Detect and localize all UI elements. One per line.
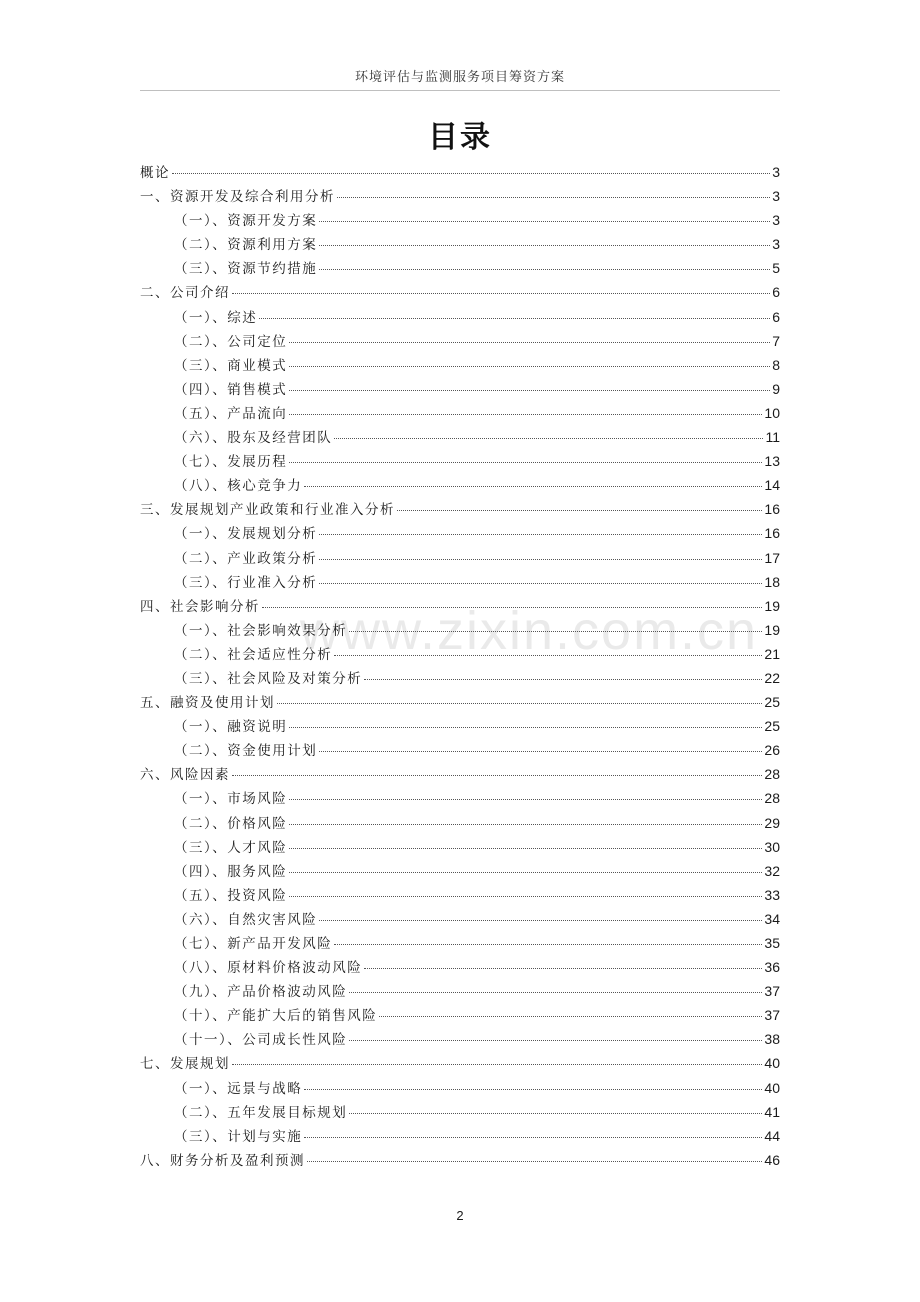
toc-entry[interactable] — [140, 786, 780, 810]
toc-dot-leader — [259, 317, 770, 319]
toc-entry-label: （一）、资源开发方案 — [174, 213, 318, 230]
toc-dot-leader — [304, 1136, 762, 1138]
toc-entry-label: （一）、融资说明 — [174, 719, 288, 736]
toc-entry-page: 14 — [764, 477, 780, 494]
toc-entry-label: （三）、社会风险及对策分析 — [174, 670, 363, 687]
toc-entry-label: （二）、五年发展目标规划 — [174, 1104, 348, 1121]
toc-entry[interactable] — [140, 1027, 780, 1051]
toc-dot-leader — [319, 268, 770, 270]
toc-entry[interactable] — [140, 329, 780, 353]
toc-entry-label: （三）、商业模式 — [174, 357, 288, 374]
toc-entry[interactable] — [140, 1051, 780, 1075]
toc-entry-page: 3 — [772, 236, 780, 253]
toc-entry-page: 32 — [764, 862, 780, 879]
toc-entry[interactable] — [140, 738, 780, 762]
toc-entry-page: 10 — [764, 404, 780, 421]
toc-dot-leader — [289, 389, 770, 391]
toc-entry-label: （六）、自然灾害风险 — [174, 911, 318, 928]
toc-entry[interactable] — [140, 160, 780, 184]
toc-entry-label: （三）、人才风险 — [174, 839, 288, 856]
toc-entry-label: （二）、价格风险 — [174, 815, 288, 832]
toc-entry-page: 40 — [764, 1055, 780, 1072]
toc-dot-leader — [319, 919, 762, 921]
toc-entry-page: 33 — [764, 886, 780, 903]
toc-entry[interactable] — [140, 425, 780, 449]
toc-entry-label: （十一）、公司成长性风险 — [174, 1032, 348, 1049]
toc-dot-leader — [334, 943, 762, 945]
toc-dot-leader — [289, 413, 762, 415]
toc-entry[interactable] — [140, 811, 780, 835]
toc-entry-label: （十）、产能扩大后的销售风险 — [174, 1008, 378, 1025]
toc-dot-leader — [379, 1015, 762, 1017]
toc-dot-leader — [232, 292, 770, 294]
toc-entry[interactable] — [140, 955, 780, 979]
toc-entry-label: （一）、社会影响效果分析 — [174, 622, 348, 639]
toc-entry[interactable] — [140, 208, 780, 232]
toc-entry-label: （二）、资金使用计划 — [174, 743, 318, 760]
toc-dot-leader — [319, 533, 762, 535]
running-header: 环境评估与监测服务项目筹资方案 — [354, 70, 565, 85]
toc-entry-label: （五）、投资风险 — [174, 887, 288, 904]
toc-dot-leader — [319, 582, 762, 584]
toc-dot-leader — [349, 1112, 762, 1114]
toc-dot-leader — [304, 1088, 762, 1090]
toc-entry-page: 7 — [772, 332, 780, 349]
toc-entry[interactable] — [140, 232, 780, 256]
toc-dot-leader — [307, 1160, 762, 1162]
toc-entry-label: （一）、市场风险 — [174, 791, 288, 808]
toc-entry[interactable] — [140, 1100, 780, 1124]
toc-entry-label: 概论 — [140, 165, 170, 181]
toc-entry-page: 9 — [772, 380, 780, 397]
toc-entry-page: 6 — [772, 308, 780, 325]
toc-entry-page: 25 — [764, 718, 780, 735]
toc-dot-leader — [232, 1063, 762, 1065]
toc-entry-label: 六、风险因素 — [140, 767, 230, 784]
toc-entry-page: 29 — [764, 814, 780, 831]
toc-entry-page: 30 — [764, 838, 780, 855]
toc-entry-label: （一）、发展规划分析 — [174, 526, 318, 543]
toc-entry-page: 6 — [772, 284, 780, 301]
toc-dot-leader — [289, 798, 762, 800]
toc-dot-leader — [364, 678, 762, 680]
toc-entry-label: （六）、股东及经营团队 — [174, 430, 333, 447]
toc-entry-page: 13 — [764, 453, 780, 470]
toc-entry[interactable] — [140, 305, 780, 329]
toc-dot-leader — [289, 847, 762, 849]
toc-entry[interactable] — [140, 473, 780, 497]
toc-entry-page: 16 — [764, 501, 780, 518]
toc-dot-leader — [319, 244, 770, 246]
toc-entry[interactable] — [140, 931, 780, 955]
toc-entry[interactable] — [140, 401, 780, 425]
toc-entry[interactable] — [140, 835, 780, 859]
toc-entry[interactable] — [140, 497, 780, 521]
toc-dot-leader — [349, 1039, 762, 1041]
toc-dot-leader — [319, 220, 770, 222]
toc-entry[interactable] — [140, 570, 780, 594]
toc-dot-leader — [319, 558, 762, 560]
toc-entry-page: 3 — [772, 164, 780, 180]
toc-entry-label: （八）、核心竞争力 — [174, 478, 303, 495]
toc-entry-page: 35 — [764, 935, 780, 951]
toc-entry[interactable] — [140, 883, 780, 907]
toc-entry-page: 11 — [765, 429, 780, 446]
toc-entry[interactable] — [140, 666, 780, 690]
toc-dot-leader — [334, 654, 762, 656]
toc-entry[interactable] — [140, 859, 780, 883]
toc-dot-leader — [172, 172, 770, 174]
toc-entry-label: （三）、资源节约措施 — [174, 261, 318, 278]
toc-entry-page: 26 — [764, 742, 780, 759]
toc-dot-leader — [289, 871, 762, 873]
toc-entry-page: 16 — [764, 525, 780, 542]
table-of-contents — [140, 160, 780, 1172]
toc-dot-leader — [349, 630, 762, 632]
watermark: www.zixin.com.cn — [300, 601, 759, 661]
page-title: 目录 — [428, 120, 492, 155]
toc-entry[interactable] — [140, 546, 780, 570]
toc-entry-page: 3 — [772, 188, 780, 205]
toc-entry-page: 28 — [764, 766, 780, 783]
toc-entry-page: 22 — [764, 669, 780, 686]
toc-entry-page: 38 — [764, 1031, 780, 1048]
toc-entry-page: 3 — [772, 212, 780, 229]
toc-entry[interactable] — [140, 280, 780, 304]
toc-entry-label: （二）、公司定位 — [174, 333, 288, 350]
toc-dot-leader — [289, 341, 770, 343]
toc-entry-label: （二）、社会适应性分析 — [174, 646, 333, 663]
toc-entry[interactable] — [140, 594, 780, 618]
toc-entry-label: （三）、行业准入分析 — [174, 574, 318, 591]
toc-entry-label: （七）、发展历程 — [174, 454, 288, 471]
toc-entry[interactable] — [140, 1076, 780, 1100]
toc-dot-leader — [289, 823, 762, 825]
toc-entry-label: 七、发展规划 — [140, 1056, 230, 1073]
toc-entry[interactable] — [140, 714, 780, 738]
toc-entry-label: （二）、资源利用方案 — [174, 237, 318, 254]
toc-entry[interactable] — [140, 184, 780, 208]
toc-dot-leader — [277, 702, 762, 704]
toc-dot-leader — [289, 461, 762, 463]
toc-entry-label: （五）、产品流向 — [174, 405, 288, 422]
toc-entry[interactable] — [140, 256, 780, 280]
toc-entry-page: 5 — [772, 260, 780, 277]
toc-entry-page: 37 — [764, 1007, 780, 1024]
toc-entry[interactable] — [140, 353, 780, 377]
toc-entry-page: 17 — [764, 549, 780, 566]
toc-entry-page: 46 — [764, 1151, 780, 1168]
toc-entry-label: （四）、服务风险 — [174, 863, 288, 880]
toc-entry-label: （七）、新产品开发风险 — [174, 936, 333, 952]
toc-entry-page: 21 — [764, 645, 780, 662]
toc-entry[interactable] — [140, 907, 780, 931]
toc-entry[interactable] — [140, 979, 780, 1003]
toc-entry-page: 19 — [764, 597, 780, 614]
toc-dot-leader — [289, 895, 762, 897]
toc-dot-leader — [337, 196, 770, 198]
toc-entry-page: 8 — [772, 356, 780, 373]
header-divider — [140, 90, 780, 91]
toc-entry[interactable] — [140, 618, 780, 642]
toc-entry-page: 34 — [764, 910, 780, 927]
toc-entry[interactable] — [140, 1124, 780, 1148]
toc-dot-leader — [232, 774, 762, 776]
toc-entry[interactable] — [140, 1003, 780, 1027]
toc-dot-leader — [334, 437, 763, 439]
toc-entry[interactable] — [140, 1148, 780, 1172]
toc-entry-label: （八）、原材料价格波动风险 — [174, 960, 363, 977]
toc-entry-label: 一、资源开发及综合利用分析 — [140, 189, 335, 206]
toc-entry-page: 36 — [764, 959, 780, 976]
page-number: 2 — [456, 1208, 464, 1223]
toc-dot-leader — [289, 726, 762, 728]
toc-entry-page: 18 — [764, 573, 780, 590]
toc-entry-label: （二）、产业政策分析 — [174, 550, 318, 567]
toc-dot-leader — [319, 750, 762, 752]
toc-entry[interactable] — [140, 377, 780, 401]
toc-entry-label: 二、公司介绍 — [140, 285, 230, 302]
toc-dot-leader — [397, 509, 762, 511]
toc-entry-page: 40 — [764, 1079, 780, 1096]
toc-entry-label: （一）、远景与战略 — [174, 1080, 303, 1097]
toc-entry[interactable] — [140, 642, 780, 666]
toc-entry-page: 19 — [764, 621, 780, 638]
toc-entry-page: 28 — [764, 790, 780, 807]
toc-dot-leader — [262, 606, 762, 608]
toc-entry-label: 五、融资及使用计划 — [140, 695, 275, 712]
toc-entry[interactable] — [140, 521, 780, 545]
toc-entry[interactable] — [140, 690, 780, 714]
toc-entry[interactable] — [140, 762, 780, 786]
toc-dot-leader — [349, 991, 762, 993]
toc-entry-page: 44 — [764, 1127, 780, 1144]
toc-entry-page: 37 — [764, 983, 780, 1000]
toc-entry-label: （一）、综述 — [174, 309, 258, 326]
toc-entry-label: 四、社会影响分析 — [140, 598, 260, 615]
toc-entry-label: （九）、产品价格波动风险 — [174, 984, 348, 1001]
toc-entry-page: 25 — [764, 694, 780, 711]
toc-dot-leader — [364, 967, 762, 969]
toc-entry-label: 八、财务分析及盈利预测 — [140, 1152, 305, 1169]
toc-entry[interactable] — [140, 449, 780, 473]
toc-entry-label: （三）、计划与实施 — [174, 1128, 303, 1145]
toc-dot-leader — [304, 485, 762, 487]
toc-entry-label: 三、发展规划产业政策和行业准入分析 — [140, 502, 395, 519]
toc-entry-page: 41 — [764, 1103, 780, 1120]
toc-dot-leader — [289, 365, 770, 367]
toc-entry-label: （四）、销售模式 — [174, 381, 288, 398]
